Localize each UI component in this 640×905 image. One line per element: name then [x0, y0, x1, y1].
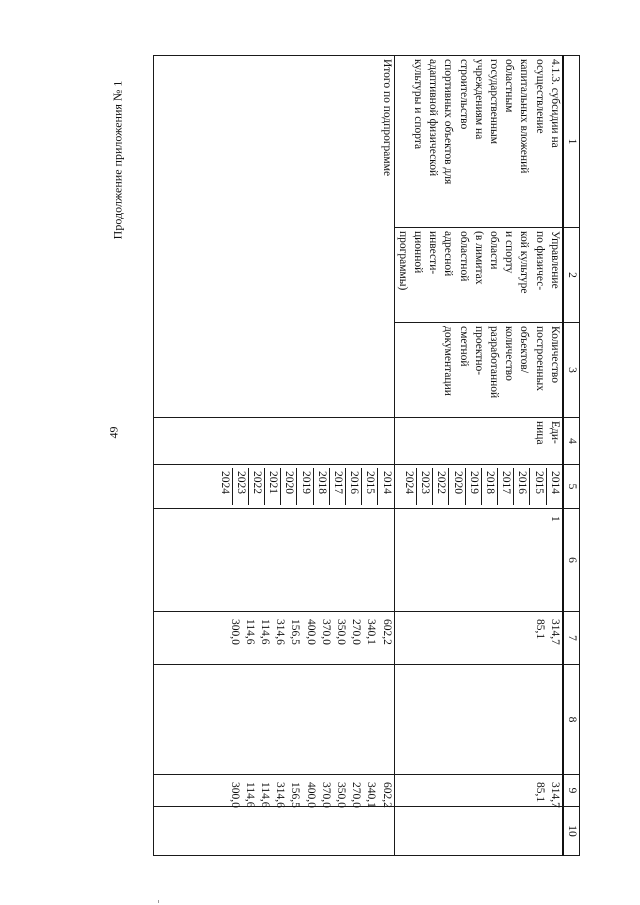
year-entry: 2018 [313, 468, 329, 505]
year-entry: 2022 [248, 468, 264, 505]
value-entry: 602,2 [380, 619, 393, 645]
year-entry: 2023 [232, 468, 248, 505]
year-entry: 2021 [264, 468, 280, 505]
header-cell: 5 [563, 465, 580, 509]
values-cell [154, 509, 395, 612]
measure-row [394, 56, 563, 856]
value-entry: 400,0 [304, 619, 317, 645]
unit-cell [154, 418, 395, 465]
unit-cell: Еди- ница [394, 418, 563, 465]
header-cell: 4 [563, 418, 580, 465]
values-cell [154, 807, 395, 856]
value-entry: 400,0 [304, 782, 317, 808]
value-entry: 1 [548, 516, 561, 522]
value-entry: 114,6 [243, 782, 256, 808]
executor-cell: Управление по физичес- кой культуре и спорту области (в лимитах областной адресной инвести- ционной программы) [394, 228, 563, 323]
subtotal-label-cell [154, 56, 395, 418]
value-entry: 350,0 [335, 782, 347, 808]
year-entry: 2015 [529, 468, 545, 505]
year-entry: 2017 [497, 468, 513, 505]
value-entry: 114,6 [259, 782, 272, 808]
year-entry: 2024 [403, 471, 416, 494]
header-cell: 3 [563, 323, 580, 418]
value-list [531, 778, 561, 808]
value-entry: 114,6 [243, 619, 256, 645]
value-entry: 270,0 [350, 619, 363, 645]
header-row [563, 56, 580, 856]
year-list [401, 468, 562, 505]
value-entry: 314,7 [548, 619, 561, 645]
value-entry: 370,0 [319, 619, 332, 645]
value-entry: 340,1 [365, 619, 378, 645]
value-entry: 156,5 [289, 782, 302, 808]
value-entry: 340,1 [365, 782, 378, 808]
year-entry: 2016 [513, 468, 529, 505]
year-entry: 2017 [329, 468, 345, 505]
year-entry: 2014 [546, 468, 562, 505]
values-cell [154, 612, 395, 665]
value-entry: 602,2 [380, 782, 393, 808]
values-cell [394, 807, 563, 856]
value-entry: 156,5 [289, 619, 302, 645]
scan-mark [158, 900, 159, 903]
value-entry: 370,0 [319, 782, 332, 808]
values-cell [394, 775, 563, 807]
program-table [153, 55, 580, 856]
header-cell: 2 [563, 228, 580, 323]
value-entry: 300,0 [228, 782, 241, 808]
value-entry: 314,6 [274, 782, 287, 808]
header-cell: 1 [563, 56, 580, 228]
header-cell: 10 [563, 807, 580, 856]
value-entry: 270,0 [350, 782, 363, 808]
year-entry: 2024 [218, 471, 231, 494]
value-entry: 114,6 [259, 619, 272, 645]
value-list [547, 512, 562, 608]
value-entry: 85,1 [533, 619, 546, 640]
appendix-continuation-caption: Продолжение приложения № 1 [110, 80, 125, 240]
values-cell [394, 509, 563, 612]
page-number: 49 [106, 426, 121, 439]
year-entry: 2020 [448, 468, 464, 505]
value-list [531, 615, 561, 661]
header-cell: 6 [563, 509, 580, 612]
header-cell: 7 [563, 612, 580, 665]
header-cell: 9 [563, 775, 580, 807]
year-list [217, 468, 394, 505]
subtotal-label: Итого по подпрограмме [380, 59, 393, 177]
year-entry: 2018 [481, 468, 497, 505]
year-entry: 2020 [280, 468, 296, 505]
value-entry: 350,0 [335, 619, 347, 645]
value-entry: 85,1 [533, 782, 546, 803]
measure-name-cell: 4.1.3. субсидии на осуществление капитальных вложений областным государственным учреждениям на строительство спортивных объектов для адаптивной физической культуры и спорта [394, 56, 563, 228]
values-cell [154, 665, 395, 775]
value-list [227, 615, 394, 661]
years-cell [394, 465, 563, 509]
value-entry: 314,7 [548, 782, 561, 808]
years-cell [154, 465, 395, 509]
year-entry: 2022 [432, 468, 448, 505]
values-cell [154, 775, 395, 807]
value-list [227, 778, 394, 808]
subtotal-row [154, 56, 395, 856]
year-entry: 2019 [296, 468, 312, 505]
header-cell: 8 [563, 665, 580, 775]
indicator-cell: Количество построенных объектов/ количество разработанной проектно- сметной документации [394, 323, 563, 418]
table-frame [153, 55, 580, 855]
year-entry: 2023 [416, 468, 432, 505]
value-entry: 300,0 [228, 619, 241, 645]
values-cell [394, 612, 563, 665]
year-entry: 2014 [377, 468, 393, 505]
value-entry: 314,6 [274, 619, 287, 645]
year-entry: 2015 [361, 468, 377, 505]
year-entry: 2019 [465, 468, 481, 505]
values-cell [394, 665, 563, 775]
year-entry: 2016 [345, 468, 361, 505]
